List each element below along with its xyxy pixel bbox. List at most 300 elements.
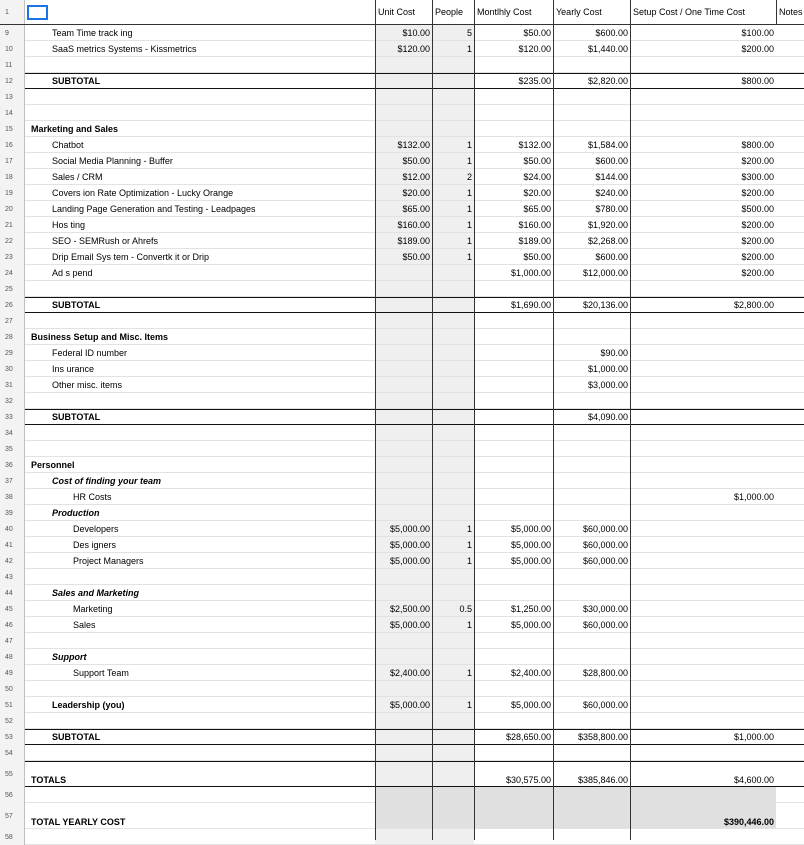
col-header-unit-cost[interactable]: Unit Cost	[378, 7, 416, 17]
table-row	[0, 681, 804, 697]
table-row	[0, 345, 804, 361]
cell-yearly[interactable]: $20,136.00	[582, 300, 628, 310]
row-number[interactable]: 55	[0, 761, 25, 787]
cell-unit[interactable]: $160.00	[397, 220, 430, 230]
cell-people[interactable]: 2	[466, 172, 472, 182]
cell-setup[interactable]: $1,000.00	[733, 732, 774, 742]
col-border	[630, 0, 631, 840]
cell-background	[375, 329, 432, 345]
row-number[interactable]: 15	[0, 121, 25, 137]
row-label[interactable]: Other misc. items	[52, 380, 123, 390]
cell-background	[432, 633, 474, 649]
row-number[interactable]: 56	[0, 787, 25, 803]
cell-yearly[interactable]: $60,000.00	[582, 524, 628, 534]
col-header-people[interactable]: People	[435, 7, 464, 17]
row-number[interactable]: 14	[0, 105, 25, 121]
col-header-monthly-cost[interactable]: Montlhly Cost	[477, 7, 532, 17]
cell-background	[375, 457, 432, 473]
col-header-yearly-cost[interactable]: Yearly Cost	[556, 7, 602, 17]
table-row	[0, 169, 804, 185]
cell-unit[interactable]: $120.00	[397, 44, 430, 54]
row-number[interactable]: 51	[0, 697, 25, 713]
cell-yearly[interactable]: $600.00	[595, 252, 628, 262]
cell-monthly[interactable]: $1,690.00	[510, 300, 551, 310]
row-label[interactable]: Cost of finding your team	[52, 476, 161, 486]
subtotal-rule-top	[25, 409, 804, 410]
cell-monthly[interactable]: $235.00	[518, 76, 551, 86]
table-row	[0, 505, 804, 521]
table-row	[0, 185, 804, 201]
row-number[interactable]: 28	[0, 329, 25, 345]
row-label[interactable]: SUBTOTAL	[52, 300, 101, 310]
cell-unit[interactable]: $5,000.00	[389, 620, 430, 630]
cell-background	[432, 489, 474, 505]
cell-unit[interactable]: $5,000.00	[389, 524, 430, 534]
cell-background	[375, 121, 432, 137]
cell-yearly[interactable]: $60,000.00	[582, 700, 628, 710]
cell-yearly[interactable]: $240.00	[595, 188, 628, 198]
cell-background	[375, 313, 432, 329]
cell-monthly[interactable]: $160.00	[518, 220, 551, 230]
cell-background	[432, 281, 474, 297]
table-row	[0, 601, 804, 617]
table-row	[0, 281, 804, 297]
table-row	[0, 665, 804, 681]
cell-setup[interactable]: $200.00	[741, 156, 774, 166]
table-row	[0, 569, 804, 585]
cell-background	[432, 787, 474, 803]
cell-unit[interactable]: $189.00	[397, 236, 430, 246]
row-number[interactable]: 25	[0, 281, 25, 297]
table-row	[0, 425, 804, 441]
row-number[interactable]: 16	[0, 137, 25, 153]
cell-yearly[interactable]: $60,000.00	[582, 556, 628, 566]
cell-background	[375, 345, 432, 361]
cell-background	[432, 345, 474, 361]
row-label[interactable]: Covers ion Rate Optimization - Lucky Orange	[52, 188, 234, 198]
row-label[interactable]: Landing Page Generation and Testing - Leadpages	[52, 204, 256, 214]
row-number[interactable]: 30	[0, 361, 25, 377]
row-number[interactable]: 17	[0, 153, 25, 169]
row-number[interactable]: 42	[0, 553, 25, 569]
cell-monthly[interactable]: $28,650.00	[505, 732, 551, 742]
table-row	[0, 473, 804, 489]
subtotal-rule-top	[25, 761, 804, 762]
cell-setup[interactable]: $200.00	[741, 44, 774, 54]
cell-monthly[interactable]: $30,575.00	[505, 775, 551, 785]
cell-background	[375, 803, 432, 829]
row-label[interactable]: HR Costs	[73, 492, 112, 502]
cell-people[interactable]: 1	[466, 204, 472, 214]
row-number[interactable]: 48	[0, 649, 25, 665]
row-number[interactable]: 34	[0, 425, 25, 441]
cell-background	[553, 787, 630, 803]
cell-setup[interactable]: $200.00	[741, 220, 774, 230]
cell-background	[375, 297, 432, 313]
table-row	[0, 713, 804, 729]
cell-setup[interactable]: $1,000.00	[733, 492, 774, 502]
table-row	[0, 521, 804, 537]
cell-people[interactable]: 1	[466, 140, 472, 150]
table-row	[0, 489, 804, 505]
cell-background	[432, 105, 474, 121]
row-label[interactable]: SEO - SEMRush or Ahrefs	[52, 236, 159, 246]
cell-unit[interactable]: $20.00	[402, 188, 430, 198]
cell-background	[432, 425, 474, 441]
cell-background	[432, 89, 474, 105]
table-row	[0, 697, 804, 713]
table-row	[0, 233, 804, 249]
row-label[interactable]: SUBTOTAL	[52, 76, 101, 86]
cell-people[interactable]: 1	[466, 524, 472, 534]
row-label[interactable]: Team Time track ing	[52, 28, 133, 38]
table-row	[0, 829, 804, 845]
col-header-setup-cost[interactable]: Setup Cost / One Time Cost	[633, 7, 746, 17]
row-number[interactable]: 46	[0, 617, 25, 633]
cell-background	[630, 787, 776, 803]
cell-unit[interactable]: $5,000.00	[389, 556, 430, 566]
cell-background	[375, 281, 432, 297]
cell-background	[375, 89, 432, 105]
row-label[interactable]: Drip Email Sys tem - Convertk it or Drip	[52, 252, 210, 262]
cell-monthly[interactable]: $50.00	[523, 252, 551, 262]
cell-yearly[interactable]: $2,268.00	[587, 236, 628, 246]
table-row	[0, 553, 804, 569]
cell-yearly[interactable]: $1,920.00	[587, 220, 628, 230]
row-label[interactable]: Business Setup and Misc. Items	[31, 332, 169, 342]
subtotal-rule-top	[25, 729, 804, 730]
row-label[interactable]: Sales	[73, 620, 96, 630]
cell-background	[432, 57, 474, 73]
table-row	[0, 41, 804, 57]
cell-background	[375, 425, 432, 441]
table-row	[0, 457, 804, 473]
cell-setup[interactable]: $200.00	[741, 236, 774, 246]
cell-background	[375, 585, 432, 601]
col-border	[375, 0, 376, 840]
cell-background	[432, 649, 474, 665]
cell-setup[interactable]: $100.00	[741, 28, 774, 38]
cell-yearly[interactable]: $600.00	[595, 28, 628, 38]
row-number[interactable]: 49	[0, 665, 25, 681]
cell-unit[interactable]: $12.00	[402, 172, 430, 182]
row-label[interactable]: TOTALS	[31, 775, 67, 785]
row-label[interactable]: Federal ID number	[52, 348, 128, 358]
cell-monthly[interactable]: $20.00	[523, 188, 551, 198]
row-number[interactable]: 31	[0, 377, 25, 393]
cell-people[interactable]: 1	[466, 668, 472, 678]
row-label[interactable]: Production	[52, 508, 100, 518]
row-number[interactable]: 36	[0, 457, 25, 473]
table-row	[0, 787, 804, 803]
cell-yearly[interactable]: $1,000.00	[587, 364, 628, 374]
row-number[interactable]: 37	[0, 473, 25, 489]
cell-people[interactable]: 1	[466, 540, 472, 550]
row-number[interactable]: 41	[0, 537, 25, 553]
cell-monthly[interactable]: $5,000.00	[510, 556, 551, 566]
row-number[interactable]: 39	[0, 505, 25, 521]
row-number[interactable]: 18	[0, 169, 25, 185]
cell-yearly[interactable]: $3,000.00	[587, 380, 628, 390]
table-row	[0, 377, 804, 393]
cell-background	[432, 729, 474, 745]
table-row	[0, 201, 804, 217]
cell-monthly[interactable]: $50.00	[523, 28, 551, 38]
row-number[interactable]: 9	[0, 25, 25, 41]
row-label[interactable]: Developers	[73, 524, 119, 534]
cell-monthly[interactable]: $120.00	[518, 44, 551, 54]
cell-background	[432, 297, 474, 313]
cell-people[interactable]: 5	[466, 28, 472, 38]
row-number[interactable]: 23	[0, 249, 25, 265]
cell-setup[interactable]: $4,600.00	[733, 775, 774, 785]
cell-people[interactable]: 1	[466, 220, 472, 230]
col-header-notes[interactable]: Notes	[779, 7, 803, 17]
row-label[interactable]: Project Managers	[73, 556, 144, 566]
cell-people[interactable]: 1	[466, 236, 472, 246]
row-number[interactable]: 10	[0, 41, 25, 57]
row-number[interactable]: 24	[0, 265, 25, 281]
row-number[interactable]: 27	[0, 313, 25, 329]
cell-people[interactable]: 1	[466, 556, 472, 566]
cell-setup[interactable]: $800.00	[741, 76, 774, 86]
table-row	[0, 617, 804, 633]
table-row	[0, 761, 804, 787]
subtotal-rule-top	[25, 73, 804, 74]
row-number[interactable]: 29	[0, 345, 25, 361]
cell-background	[375, 633, 432, 649]
cell-background	[432, 761, 474, 787]
cell-background	[375, 787, 432, 803]
cell-yearly[interactable]: $385,846.00	[577, 775, 628, 785]
cell-yearly[interactable]: $60,000.00	[582, 540, 628, 550]
col-border	[432, 0, 433, 840]
row-label[interactable]: SaaS metrics Systems - Kissmetrics	[52, 44, 197, 54]
cell-background	[375, 729, 432, 745]
cell-monthly[interactable]: $65.00	[523, 204, 551, 214]
cell-background	[432, 829, 474, 845]
table-row	[0, 537, 804, 553]
cell-setup[interactable]: $800.00	[741, 140, 774, 150]
table-row	[0, 249, 804, 265]
table-row	[0, 265, 804, 281]
cell-unit[interactable]: $2,500.00	[389, 604, 430, 614]
row-number[interactable]: 33	[0, 409, 25, 425]
row-number[interactable]: 21	[0, 217, 25, 233]
table-row	[0, 729, 804, 745]
cell-monthly[interactable]: $5,000.00	[510, 540, 551, 550]
cell-background	[432, 505, 474, 521]
cell-background	[375, 829, 432, 845]
cell-monthly[interactable]: $2,400.00	[510, 668, 551, 678]
cell-background	[474, 787, 553, 803]
row-label[interactable]: Social Media Planning - Buffer	[52, 156, 173, 166]
row-label[interactable]: Leadership (you)	[52, 700, 125, 710]
row-number[interactable]: 32	[0, 393, 25, 409]
row-label[interactable]: TOTAL YEARLY COST	[31, 817, 126, 827]
cell-monthly[interactable]: $24.00	[523, 172, 551, 182]
cell-background	[375, 393, 432, 409]
table-row	[0, 649, 804, 665]
cell-monthly[interactable]: $50.00	[523, 156, 551, 166]
cell-setup[interactable]: $200.00	[741, 252, 774, 262]
cell-unit[interactable]: $65.00	[402, 204, 430, 214]
row-number[interactable]: 47	[0, 633, 25, 649]
cell-background	[432, 569, 474, 585]
header-row	[0, 0, 804, 25]
row-label[interactable]: Hos ting	[52, 220, 86, 230]
cell-setup[interactable]: $500.00	[741, 204, 774, 214]
row-number[interactable]: 52	[0, 713, 25, 729]
row-label[interactable]: Ad s pend	[52, 268, 93, 278]
row-number[interactable]: 40	[0, 521, 25, 537]
table-row	[0, 633, 804, 649]
cell-yearly[interactable]: $30,000.00	[582, 604, 628, 614]
row-number[interactable]: 53	[0, 729, 25, 745]
table-row	[0, 25, 804, 41]
table-row	[0, 105, 804, 121]
cell-yearly[interactable]: $28,800.00	[582, 668, 628, 678]
cell-yearly[interactable]: $600.00	[595, 156, 628, 166]
table-row	[0, 57, 804, 73]
table-row	[0, 409, 804, 425]
cell-background	[432, 681, 474, 697]
cell-background	[375, 105, 432, 121]
cell-people[interactable]: 1	[466, 700, 472, 710]
row-number[interactable]: 38	[0, 489, 25, 505]
cell-setup[interactable]: $390,446.00	[723, 817, 774, 827]
cell-monthly[interactable]: $5,000.00	[510, 620, 551, 630]
row-number[interactable]: 54	[0, 745, 25, 761]
row-number[interactable]: 35	[0, 441, 25, 457]
cell-setup[interactable]: $200.00	[741, 188, 774, 198]
col-border	[776, 0, 777, 24]
cell-yearly[interactable]: $358,800.00	[577, 732, 628, 742]
cell-background	[432, 441, 474, 457]
cell-background	[432, 803, 474, 829]
cell-yearly[interactable]: $1,440.00	[587, 44, 628, 54]
row-number[interactable]: 12	[0, 73, 25, 89]
table-row	[0, 441, 804, 457]
row-number[interactable]: 43	[0, 569, 25, 585]
table-row	[0, 89, 804, 105]
selected-cell[interactable]	[27, 5, 48, 20]
row-number[interactable]: 45	[0, 601, 25, 617]
row-label[interactable]: Chatbot	[52, 140, 84, 150]
row-label[interactable]: SUBTOTAL	[52, 732, 101, 742]
cell-background	[375, 473, 432, 489]
cell-background	[375, 265, 432, 281]
cell-background	[553, 803, 630, 829]
cell-people[interactable]: 1	[466, 188, 472, 198]
cell-unit[interactable]: $2,400.00	[389, 668, 430, 678]
cell-yearly[interactable]: $144.00	[595, 172, 628, 182]
cell-background	[375, 569, 432, 585]
cell-background	[474, 803, 553, 829]
cell-background	[432, 409, 474, 425]
cell-background	[375, 361, 432, 377]
row-number[interactable]: 13	[0, 89, 25, 105]
row-number[interactable]: 50	[0, 681, 25, 697]
cell-setup[interactable]: $300.00	[741, 172, 774, 182]
cell-background	[432, 313, 474, 329]
row-number[interactable]: 20	[0, 201, 25, 217]
table-row	[0, 585, 804, 601]
row-number[interactable]: 1	[0, 0, 25, 24]
cell-unit[interactable]: $10.00	[402, 28, 430, 38]
cell-unit[interactable]: $50.00	[402, 252, 430, 262]
cell-setup[interactable]: $200.00	[741, 268, 774, 278]
cell-people[interactable]: 0.5	[459, 604, 472, 614]
row-number[interactable]: 58	[0, 829, 25, 845]
table-row	[0, 361, 804, 377]
row-label[interactable]: Marketing	[73, 604, 113, 614]
row-label[interactable]: Des igners	[73, 540, 117, 550]
cell-monthly[interactable]: $189.00	[518, 236, 551, 246]
cell-monthly[interactable]: $1,000.00	[510, 268, 551, 278]
row-number[interactable]: 19	[0, 185, 25, 201]
cell-yearly[interactable]: $90.00	[600, 348, 628, 358]
row-label[interactable]: Support Team	[73, 668, 129, 678]
cell-yearly[interactable]: $1,584.00	[587, 140, 628, 150]
row-label[interactable]: SUBTOTAL	[52, 412, 101, 422]
table-row	[0, 745, 804, 761]
cell-background	[432, 377, 474, 393]
row-number[interactable]: 11	[0, 57, 25, 73]
row-number[interactable]: 22	[0, 233, 25, 249]
table-row	[0, 803, 804, 829]
cell-people[interactable]: 1	[466, 252, 472, 262]
table-row	[0, 137, 804, 153]
cell-unit[interactable]: $5,000.00	[389, 700, 430, 710]
cell-yearly[interactable]: $4,090.00	[587, 412, 628, 422]
cell-people[interactable]: 1	[466, 620, 472, 630]
row-number[interactable]: 44	[0, 585, 25, 601]
cell-people[interactable]: 1	[466, 44, 472, 54]
cell-yearly[interactable]: $12,000.00	[582, 268, 628, 278]
table-row	[0, 297, 804, 313]
cell-yearly[interactable]: $2,820.00	[587, 76, 628, 86]
row-number[interactable]: 57	[0, 803, 25, 829]
cell-yearly[interactable]: $60,000.00	[582, 620, 628, 630]
row-label[interactable]: Marketing and Sales	[31, 124, 119, 134]
cell-background	[432, 361, 474, 377]
cell-monthly[interactable]: $132.00	[518, 140, 551, 150]
cell-monthly[interactable]: $5,000.00	[510, 700, 551, 710]
cell-setup[interactable]: $2,800.00	[733, 300, 774, 310]
cell-background	[432, 473, 474, 489]
cell-monthly[interactable]: $1,250.00	[510, 604, 551, 614]
cell-unit[interactable]: $5,000.00	[389, 540, 430, 550]
subtotal-rule-top	[25, 297, 804, 298]
row-label[interactable]: Sales / CRM	[52, 172, 103, 182]
cell-background	[375, 377, 432, 393]
row-label[interactable]: Ins urance	[52, 364, 95, 374]
row-label[interactable]: Sales and Marketing	[52, 588, 140, 598]
cell-monthly[interactable]: $5,000.00	[510, 524, 551, 534]
cell-background	[432, 393, 474, 409]
cell-background	[432, 121, 474, 137]
row-number[interactable]: 26	[0, 297, 25, 313]
cell-yearly[interactable]: $780.00	[595, 204, 628, 214]
cell-people[interactable]: 1	[466, 156, 472, 166]
row-label[interactable]: Support	[52, 652, 87, 662]
cell-background	[375, 745, 432, 761]
cell-unit[interactable]: $50.00	[402, 156, 430, 166]
row-label[interactable]: Personnel	[31, 460, 75, 470]
cell-unit[interactable]: $132.00	[397, 140, 430, 150]
table-row	[0, 217, 804, 233]
